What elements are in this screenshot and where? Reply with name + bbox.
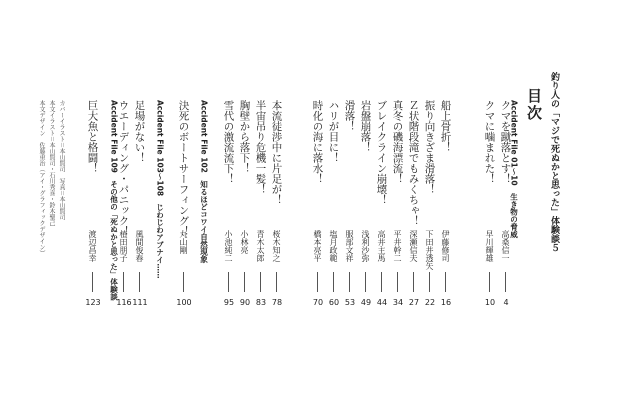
toc-entry-title: ブレイクライン崩壊！ (375, 100, 388, 205)
toc-entry-author: 下田井透矢 (425, 230, 434, 270)
toc-entry-author: 風間俊春 (135, 230, 144, 262)
toc-entry-page: 70 (312, 298, 324, 307)
toc-entry-author: 平井幹二 (393, 230, 402, 262)
toc-entry-author: 伊藤修司 (441, 230, 450, 262)
toc-entry-title: 胸壁から落下！ (238, 100, 251, 174)
section-heading: Accident File 01〜10 生き物の脅威 (509, 100, 519, 239)
toc-entry-leader (397, 272, 398, 292)
toc-entry-leader (445, 272, 446, 292)
toc-entry-author: 桜木知之 (272, 230, 281, 262)
toc-entry-leader (429, 272, 430, 292)
toc-entry-leader (413, 272, 414, 292)
toc-entry-title: 振り向きざま滑落！ (423, 100, 436, 195)
toc-entry-title: 巨大魚と格闘！ (86, 100, 99, 174)
toc-entry-page: 27 (408, 298, 420, 307)
toc-entry-author: 早川輝雄 (485, 230, 494, 262)
toc-entry-page: 22 (424, 298, 436, 307)
toc-entry-author: 植田朋子 (119, 230, 128, 262)
credit-line: 本文デザイン 佐藤重治（アイ・グラフィックデザイン） (38, 100, 45, 256)
toc-entry-leader (244, 272, 245, 292)
toc-entry-leader (349, 272, 350, 292)
toc-entry-page: 78 (271, 298, 283, 307)
toc-entry-page: 123 (85, 298, 101, 307)
toc-entry-title: 本流徒渉中に片足が！ (270, 100, 283, 205)
section-heading: Accident File 102 知るほどコワイ自然現象 (199, 100, 209, 263)
toc-entry-title: ハリが目に！ (327, 100, 340, 163)
toc-entry-title: ウエーディング・パニック！ (117, 100, 130, 237)
toc-entry-author: 服部文祥 (345, 230, 354, 262)
toc-entry-page: 60 (328, 298, 340, 307)
toc-entry-author: 深瀬信夫 (409, 230, 418, 262)
toc-entry-leader (365, 272, 366, 292)
toc-entry-author: 青木太郎 (256, 230, 265, 262)
section-heading: Accident File 103〜108 じわじわアブナイ…… (155, 100, 165, 279)
toc-entry-leader (92, 272, 93, 292)
toc-entry-author: 丸山剛 (179, 230, 188, 254)
toc-entry-title: 雪代の激流流下！ (222, 100, 235, 184)
toc-title: 目次 (525, 88, 543, 122)
toc-entry-page: 16 (440, 298, 452, 307)
toc-entry-page: 116 (116, 298, 132, 307)
toc-entry-title: 真冬の磯海漂流！ (391, 100, 404, 184)
toc-entry-title: 滑落！ (343, 100, 356, 132)
toc-entry-title: 時化の海に落水！ (311, 100, 324, 184)
toc-entry-page: 4 (503, 298, 509, 307)
toc-entry-author: 塩月政範 (329, 230, 338, 262)
toc-entry-title: 岩盤崩落！ (359, 100, 372, 153)
toc-entry-title: 半宙吊り危機一髪！ (254, 100, 267, 195)
toc-entry-page: 90 (239, 298, 251, 307)
toc-entry-author: 小池純二 (224, 230, 233, 262)
toc-entry-page: 83 (255, 298, 267, 307)
toc-entry-leader (260, 272, 261, 292)
toc-entry-leader (139, 272, 140, 292)
toc-entry-author: 渡辺昌幸 (88, 230, 97, 262)
toc-entry-leader (183, 272, 184, 292)
toc-entry-page: 53 (344, 298, 356, 307)
toc-entry-leader (505, 272, 506, 292)
toc-entry-page: 10 (484, 298, 496, 307)
series-title: 釣り人の「マジで死ぬかと思った」体験談５ (549, 72, 559, 252)
toc-entry-page: 95 (223, 298, 235, 307)
toc-entry-leader (381, 272, 382, 292)
toc-entry-title: 決死のボートサーフィング！ (177, 100, 190, 237)
toc-entry-leader (228, 272, 229, 292)
toc-entry-leader (317, 272, 318, 292)
toc-entry-page: 100 (176, 298, 192, 307)
toc-entry-leader (489, 272, 490, 292)
toc-entry-author: 小林亮 (240, 230, 249, 254)
toc-entry-title: クマを蹴落とす！ (499, 100, 512, 184)
toc-entry-leader (123, 272, 124, 292)
toc-entry-author: 高桑信一 (501, 230, 510, 262)
credit-line: 本文イラスト＝本山賢司・石川秀喜・鈴木聖己 (48, 100, 55, 227)
toc-entry-author: 高井主馬 (377, 230, 386, 262)
toc-entry-title: クマに噛まれた！ (483, 100, 496, 184)
toc-entry-author: 橋本亮平 (313, 230, 322, 262)
toc-entry-page: 111 (132, 298, 148, 307)
credit-line: カバーイラスト＝本山賢司 写真＝本山賢司 (58, 100, 65, 221)
toc-entry-author: 浅利沙弥 (361, 230, 370, 262)
toc-entry-page: 34 (392, 298, 404, 307)
toc-entry-title: Ｚ状階段滝でもみくちゃ！ (407, 100, 420, 226)
section-heading: Accident File 109 その他の「死ぬかと思った」体験談 (109, 100, 119, 301)
toc-entry-page: 49 (360, 298, 372, 307)
toc-entry-title: 足場がない！ (133, 100, 146, 163)
toc-entry-page: 44 (376, 298, 388, 307)
toc-entry-leader (276, 272, 277, 292)
toc-entry-title: 船上骨折！ (439, 100, 452, 153)
toc-entry-leader (333, 272, 334, 292)
